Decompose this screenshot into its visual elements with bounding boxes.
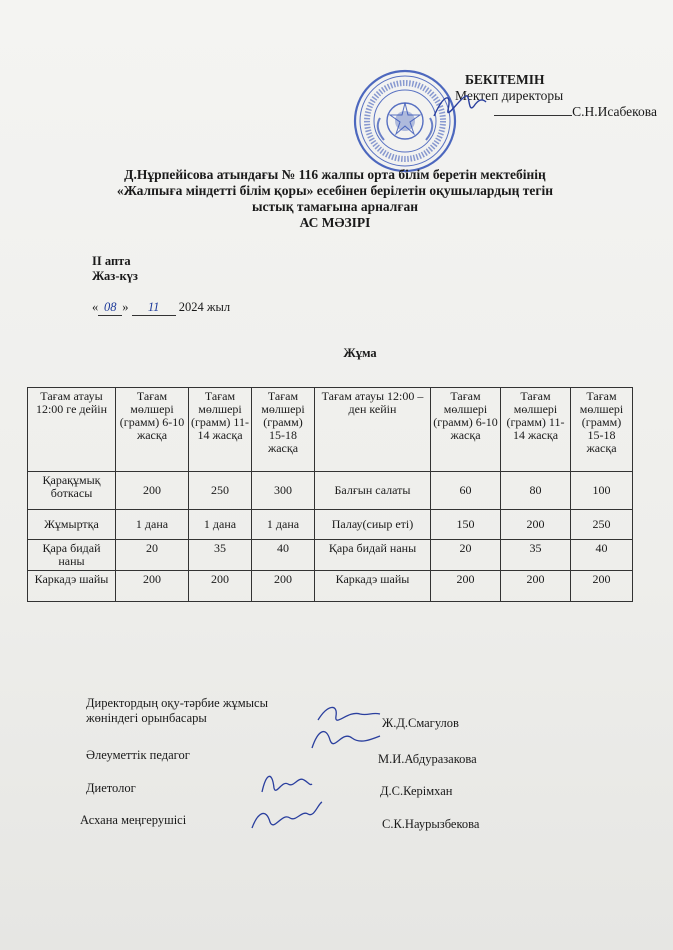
- table-cell: 1 дана: [252, 510, 315, 540]
- table-cell: 200: [571, 571, 633, 602]
- table-cell: Каркадэ шайы: [28, 571, 116, 602]
- role-text: Директордың оқу-тәрбие жұмысы: [86, 696, 268, 710]
- table-cell: 100: [571, 472, 633, 510]
- title-line-1: Д.Нұрпейісова атындағы № 116 жалпы орта білім беретін мектебінің: [124, 167, 546, 182]
- signature-role-1: [86, 696, 268, 726]
- signature-name-4: С.К.Наурызбекова: [382, 817, 480, 831]
- date-open-quote: «: [92, 300, 99, 314]
- table-cell: 35: [501, 540, 571, 571]
- table-cell: 80: [501, 472, 571, 510]
- table-cell: 200: [116, 472, 189, 510]
- signature-line: [494, 105, 572, 116]
- table-row: [28, 540, 633, 571]
- date-line: [92, 300, 230, 316]
- table-cell: 40: [252, 540, 315, 571]
- table-cell: Каркадэ шайы: [315, 571, 431, 602]
- table-header-row: [28, 388, 633, 472]
- header-cell: Тағам атауы 12:00 – ден кейін: [315, 388, 431, 472]
- table-cell: 35: [189, 540, 252, 571]
- date-year: 2024 жыл: [178, 300, 231, 314]
- table-row: [28, 472, 633, 510]
- dietitian-signature: [258, 766, 314, 798]
- table-cell: 200: [501, 571, 571, 602]
- table-cell: 200: [501, 510, 571, 540]
- signature-name-2: М.И.Абдуразакова: [378, 752, 477, 766]
- header-cell: Тағам мөлшері (грамм) 11-14 жасқа: [189, 388, 252, 472]
- table-cell: 40: [571, 540, 633, 571]
- header-cell: Тағам атауы 12:00 ге дейін: [28, 388, 116, 472]
- signature-name-1: Ж.Д.Смагулов: [382, 716, 459, 730]
- approval-heading: БЕКІТЕМІН: [465, 72, 545, 87]
- title-line-2: «Жалпыға міндетті білім қоры» есебінен берілетін оқушылардың тегін: [116, 183, 554, 198]
- header-cell: Тағам мөлшері (грамм) 6-10 жасқа: [431, 388, 501, 472]
- menu-table: [27, 387, 633, 602]
- table-cell: Қарақұмық боткасы: [28, 472, 116, 510]
- table-cell: Қара бидай наны: [28, 540, 116, 571]
- director-signature: [430, 88, 490, 124]
- deputy-signature: [308, 700, 384, 756]
- document-title: [90, 167, 580, 231]
- table-cell: 250: [571, 510, 633, 540]
- table-row: [28, 510, 633, 540]
- signature-role-2: Әлеуметтік педагог: [86, 748, 190, 762]
- approval-name: С.Н.Исабекова: [572, 104, 657, 119]
- role-text: жөніндегі орынбасары: [86, 711, 207, 725]
- table-cell: 200: [252, 571, 315, 602]
- table-cell: 20: [431, 540, 501, 571]
- table-cell: 60: [431, 472, 501, 510]
- table-cell: 300: [252, 472, 315, 510]
- table-cell: 250: [189, 472, 252, 510]
- signature-role-3: Диетолог: [86, 781, 136, 795]
- table-cell: 150: [431, 510, 501, 540]
- signature-name-3: Д.С.Керімхан: [380, 784, 453, 798]
- date-day: 08: [98, 300, 122, 316]
- header-cell: Тағам мөлшері (грамм) 15-18 жасқа: [252, 388, 315, 472]
- date-close-quote: »: [122, 300, 129, 314]
- table-cell: Қара бидай наны: [315, 540, 431, 571]
- title-line-4: АС МӘЗІРІ: [299, 215, 371, 230]
- table-cell: Балғын салаты: [315, 472, 431, 510]
- approval-position: Мектеп директоры: [455, 88, 564, 103]
- table-cell: 1 дана: [189, 510, 252, 540]
- table-cell: 200: [116, 571, 189, 602]
- week-label: ІІ апта: [92, 254, 131, 268]
- table-cell: 1 дана: [116, 510, 189, 540]
- signature-role-4: Асхана меңгерушісі: [80, 813, 187, 827]
- header-cell: Тағам мөлшері (грамм) 11-14 жасқа: [501, 388, 571, 472]
- table-cell: Палау(сиыр еті): [315, 510, 431, 540]
- table-cell: 200: [431, 571, 501, 602]
- title-line-3: ыстық тамағына арналған: [252, 199, 418, 214]
- canteen-head-signature: [248, 798, 324, 838]
- table-cell: 200: [189, 571, 252, 602]
- weekday-label: Жұма: [343, 346, 377, 360]
- table-row: [28, 571, 633, 602]
- table-cell: Жұмыртқа: [28, 510, 116, 540]
- header-cell: Тағам мөлшері (грамм) 6-10 жасқа: [116, 388, 189, 472]
- season-label: Жаз-күз: [92, 269, 138, 283]
- table-cell: 20: [116, 540, 189, 571]
- date-month: 11: [132, 300, 176, 316]
- header-cell: Тағам мөлшері (грамм) 15-18 жасқа: [571, 388, 633, 472]
